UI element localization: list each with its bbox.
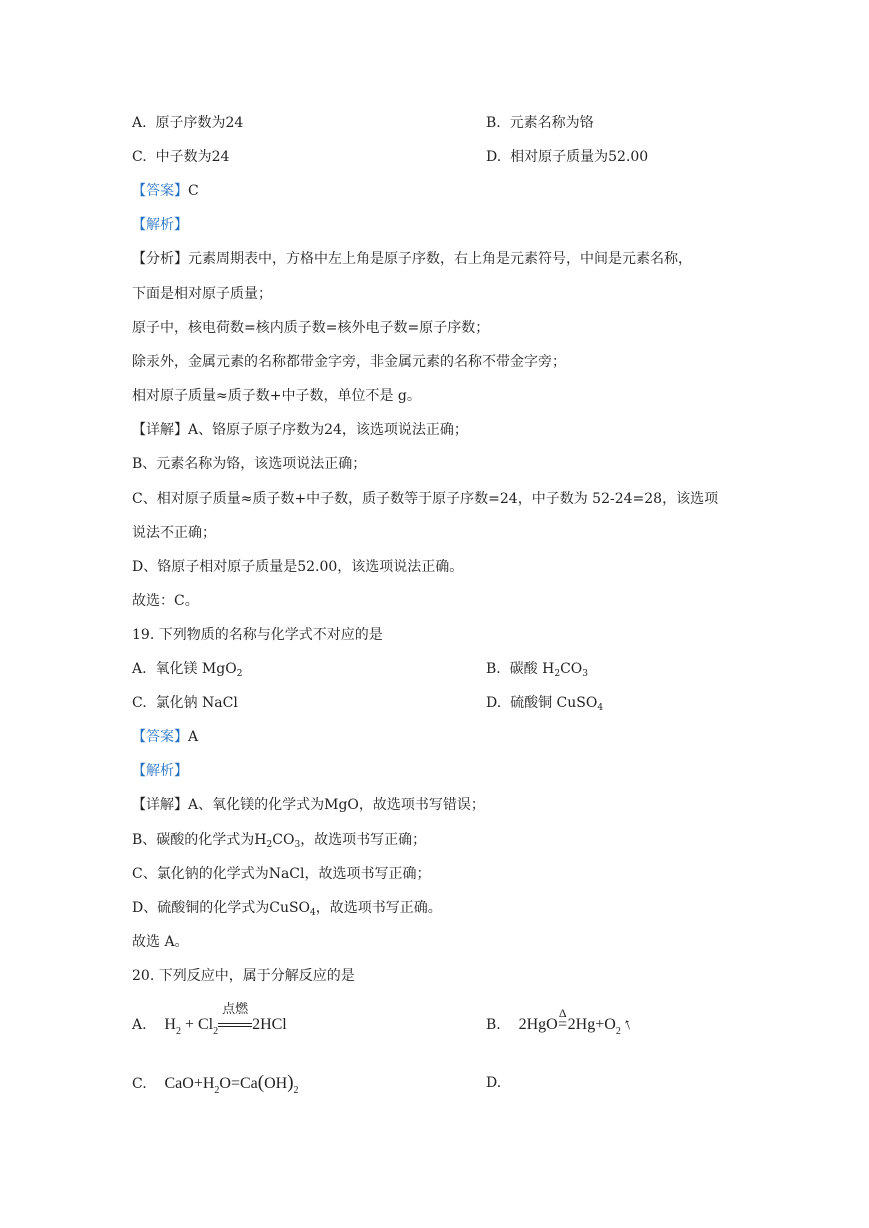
q20-option-b: B. 2HgO Δ $=2Hg+O_2↑$ [486, 1006, 635, 1037]
q19-conclusion: 故选 A。 [132, 934, 189, 950]
condition-ignite: 点燃 [218, 1016, 252, 1034]
q18-conclusion: 故选：C。 [132, 593, 199, 609]
condition-heat: Δ = [558, 1006, 568, 1033]
equation-b: 2HgO Δ $=2Hg+O_2↑$ [518, 1006, 635, 1037]
q18-fenxi-2: 下面是相对原子质量； [132, 286, 272, 302]
q20-option-a: A. $H_2 + Cl_2$ 点燃 2HCl [132, 1002, 287, 1037]
q19-detail-a: 【详解】A、氧化镁的化学式为MgO，故选项书写错误； [132, 797, 485, 813]
q18-option-a: A. 原子序数为24 [132, 115, 244, 131]
q19-option-b: B. 碳酸 $H_2CO_3$ [486, 661, 588, 679]
q19-answer: 【答案】A [132, 729, 199, 745]
q18-analysis-tag: 【解析】 [132, 217, 188, 233]
equation-a: $H_2 + Cl_2$ 点燃 2HCl [164, 1002, 287, 1037]
equation-c: $CaO+H_2O=Ca(OH)_2$ [164, 1072, 299, 1096]
q18-detail-d: D、铬原子相对原子质量是52.00，该选项说法正确。 [132, 559, 464, 575]
gas-arrow-icon: ↑ [620, 1015, 635, 1034]
q19-stem: 19. 下列物质的名称与化学式不对应的是 [132, 627, 383, 643]
q19-detail-c: C、氯化钠的化学式为NaCl，故选项书写正确； [132, 866, 431, 882]
q18-detail-b: B、元素名称为铬，该选项说法正确； [132, 456, 367, 472]
q18-option-d: D. 相对原子质量为52.00 [486, 149, 649, 165]
q18-fenxi-4: 除汞外，金属元素的名称都带金字旁，非金属元素的名称不带金字旁； [132, 354, 566, 370]
q18-fenxi-3: 原子中，核电荷数=核内质子数=核外电子数=原子序数； [132, 320, 490, 336]
q19-detail-b: B、碳酸的化学式为$H_2CO_3$，故选项书写正确； [132, 832, 427, 850]
answer-tag: 【答案】 [132, 183, 188, 199]
q18-fenxi-5: 相对原子质量≈质子数+中子数，单位不是 g。 [132, 388, 421, 404]
q18-detail-c1: C、相对原子质量≈质子数+中子数，质子数等于原子序数=24，中子数为 52-24=28，该选项 [132, 491, 719, 507]
q18-option-c: C. 中子数为24 [132, 149, 230, 165]
q19-option-d: D. 硫酸铜 CuSO$_4$ [486, 695, 604, 713]
q18-fenxi-1: 【分析】元素周期表中，方格中左上角是原子序数，右上角是元素符号，中间是元素名称， [132, 251, 692, 267]
q19-analysis-tag: 【解析】 [132, 763, 188, 779]
q19-option-c: C. 氯化钠 NaCl [132, 695, 238, 711]
q20-stem: 20. 下列反应中，属于分解反应的是 [132, 968, 355, 984]
q20-option-c: C. $CaO+H_2O=Ca(OH)_2$ [132, 1072, 299, 1096]
q18-option-b: B. 元素名称为铬 [486, 115, 594, 131]
q18-answer: 【答案】C [132, 183, 199, 199]
q19-option-a: A. 氧化镁 MgO$_2$ [132, 661, 243, 679]
q18-detail-a: 【详解】A、铬原子原子序数为24，该选项说法正确； [132, 422, 468, 438]
q19-detail-d: D、硫酸铜的化学式为CuSO$_4$，故选项书写正确。 [132, 900, 442, 918]
answer-tag: 【答案】 [132, 729, 188, 745]
q20-option-d: D. [486, 1075, 502, 1091]
q18-detail-c2: 说法不正确； [132, 525, 216, 541]
